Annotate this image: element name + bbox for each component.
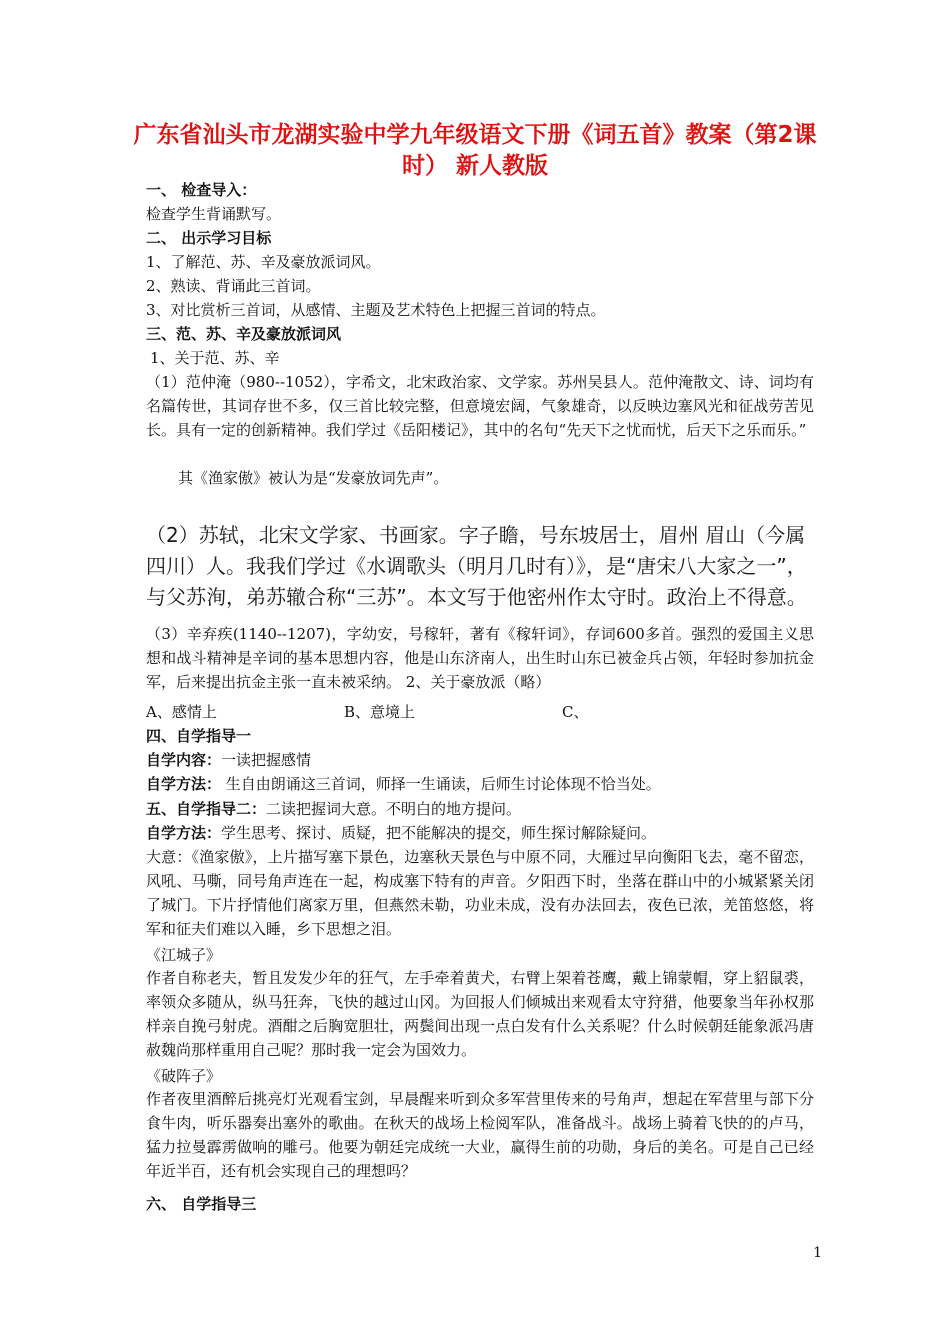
fan-zhongyan-note: 其《渔家傲》被认为是“发豪放词先声”。 bbox=[178, 469, 449, 487]
goal-item-1: 1、了解范、苏、辛及豪放派词风。 bbox=[146, 253, 381, 271]
option-a: A、感情上 bbox=[146, 703, 217, 721]
su-shi-paragraph: （2）苏轼，北宋文学家、书画家。字子瞻，号东坡居士，眉州 眉山（今属四川）人。我我们学过《水调歌头（明月几时有）》，是“唐宋八大家之一”，与父苏洵，弟苏辙合称“三苏”。本文写于他密州作太守时。政治上不得意。 bbox=[146, 523, 807, 609]
section-5-heading-rest: 二读把握词大意。不明白的地方提问。 bbox=[266, 800, 522, 818]
section-4-content bbox=[146, 748, 816, 772]
section-5-method bbox=[146, 821, 816, 845]
jiangchengzi-paragraph: 作者自称老夫，暂且发发少年的狂气，左手牵着黄犬，右臂上架着苍鹰，戴上锦蒙帽，穿上貂鼠裘，率领众多随从，纵马狂奔，飞快的越过山冈。为回报人们倾城出来观看太守狩猎，他要象当年孙权那样亲自挽弓射虎。酒酣之后胸宽胆壮，两鬓间出现一点白发有什么关系呢？什么时候朝廷能象派冯唐赦魏尚那样重用自己呢？那时我一定会为国效力。 bbox=[146, 969, 814, 1059]
fan-zhongyan-paragraph: （1）范仲淹（980--1052），字希文，北宋政治家、文学家。苏州吴县人。范仲淹散文、诗、词均有名篇传世，其词存世不多，仅三首比较完整，但意境宏阔，气象雄奇，以反映边塞风光和征战劳苦见长。具有一定的创新精神。我们学过《岳阳楼记》，其中的名句“先天下之忧而忧，后天下之乐而乐。” bbox=[146, 373, 814, 439]
goal-item-2: 2、熟读、背诵此三首词。 bbox=[146, 277, 321, 295]
section-6-heading: 六、 自学指导三 bbox=[146, 1195, 257, 1213]
section-4-method bbox=[146, 772, 816, 796]
pozhenzi-paragraph: 作者夜里酒醉后挑亮灯光观看宝剑，早晨醒来听到众多军营里传来的号角声，想起在军营里与部下分食牛肉，听乐器奏出塞外的歌曲。在秋天的战场上检阅军队，准备战斗。战场上骑着飞快的的卢马，猛力拉曼霹雳做响的雕弓。他要为朝廷完成统一大业，赢得生前的功勋，身后的美名。可是自己已经年近半百，还有机会实现自己的理想吗？ bbox=[146, 1090, 814, 1180]
option-b: B、意境上 bbox=[344, 703, 416, 721]
dayi-paragraph: 大意：《渔家傲》，上片描写塞下景色，边塞秋天景色与中原不同，大雁过早向衡阳飞去，毫不留恋，风吼、马嘶，同号角声连在一起，构成塞下特有的声音。夕阳西下时，坐落在群山中的小城紧紧关闭了城门。下片抒情他们离家万里，但燕然未勒，功业未成，没有办法回去，夜色已浓，羌笛悠悠，将军和征夫们难以入睡，乡下思想之泪。 bbox=[146, 848, 814, 938]
method-text: 生自由朗诵这三首词，师择一生诵读，后师生讨论体现不恰当处。 bbox=[221, 775, 661, 793]
section-1-heading: 一、 检查导入： bbox=[146, 181, 257, 199]
content-label: 自学内容： bbox=[146, 751, 222, 769]
section-1-text: 检查学生背诵默写。 bbox=[146, 205, 282, 223]
method-label-2: 自学方法： bbox=[146, 824, 222, 842]
xin-qiji-paragraph: （3）辛弃疾(1140--1207)，字幼安，号稼轩，著有《稼轩词》，存词600多首。强烈的爱国主义思想和战斗精神是辛词的基本思想内容，他是山东济南人，出生时山东已被金兵占领，年轻时参加抗金军，后来提出抗金主张一直未被采纳。 2、关于豪放派（略） bbox=[146, 625, 814, 691]
method-label: 自学方法： bbox=[146, 775, 222, 793]
section-5-heading: 五、自学指导二： bbox=[146, 800, 267, 818]
section-3-heading: 三、范、苏、辛及豪放派词风 bbox=[146, 325, 342, 343]
jiangchengzi-title: 《江城子》 bbox=[146, 946, 222, 964]
section-2-heading: 二、 出示学习目标 bbox=[146, 229, 272, 247]
page-number: 1 bbox=[813, 1245, 822, 1261]
content-text: 一读把握感情 bbox=[221, 751, 312, 769]
pozhenzi-title: 《破阵子》 bbox=[146, 1067, 222, 1085]
section-4-heading: 四、自学指导一 bbox=[146, 727, 252, 745]
goal-item-3: 3、对比赏析三首词，从感情、主题及艺术特色上把握三首词的特点。 bbox=[146, 301, 606, 319]
method-text-2: 学生思考、探讨、质疑，把不能解决的提交，师生探讨解除疑问。 bbox=[221, 824, 657, 842]
option-c: C、 bbox=[562, 703, 589, 721]
section-3-sub: 1、关于范、苏、辛 bbox=[150, 349, 280, 367]
document-title: 广东省汕头市龙湖实验中学九年级语文下册《词五首》教案（第2课时） 新人教版 bbox=[133, 122, 817, 179]
section-5-heading-line bbox=[146, 797, 816, 821]
